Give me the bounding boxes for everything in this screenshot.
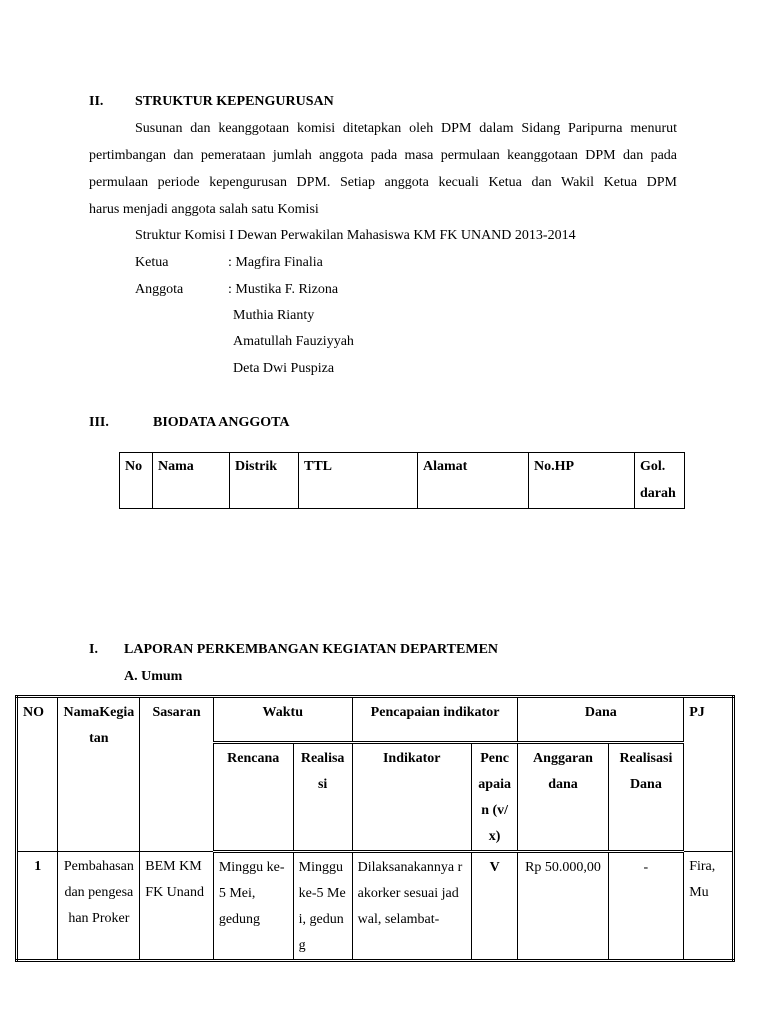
- structure-title: Struktur Komisi I Dewan Perwakilan Mahasiswa KM FK UNAND 2013-2014: [135, 228, 576, 243]
- anggota-label: Anggota: [135, 282, 184, 297]
- section1-subtitle: A. Umum: [124, 669, 183, 684]
- header-pencapaian: Pencapaian indikator: [352, 697, 518, 743]
- cell-indikator: Dilaksanakannya rakorker sesuai jadwal, selambat-: [352, 852, 471, 961]
- header-indikator: Indikator: [352, 743, 471, 852]
- section3-number: III.: [89, 415, 109, 430]
- anggota-member: Deta Dwi Puspiza: [233, 361, 335, 376]
- paragraph-line: Susunan dan keanggotaan komisi ditetapkan oleh DPM dalam Sidang Paripurna menurut: [135, 121, 677, 136]
- paragraph-line: permulaan periode kepengurusan DPM. Setiap anggota kecuali Ketua dan Wakil Ketua DPM: [89, 175, 677, 190]
- table-header-row: [17, 697, 734, 743]
- cell-pj: Fira, Mu: [684, 852, 734, 961]
- header-ttl: TTL: [299, 453, 418, 509]
- header-no: NO: [17, 697, 58, 852]
- header-alamat: Alamat: [418, 453, 529, 509]
- section2-number: II.: [89, 94, 104, 109]
- cell-realisasi: Minggu ke-5 Mei, gedung: [293, 852, 352, 961]
- section1-number: I.: [89, 642, 98, 657]
- header-dana: Dana: [518, 697, 684, 743]
- paragraph-line: harus menjadi anggota salah satu Komisi: [89, 202, 319, 217]
- header-rencana: Rencana: [213, 743, 293, 852]
- anggota-member: Muthia Rianty: [233, 308, 315, 323]
- section2-title: STRUKTUR KEPENGURUSAN: [135, 94, 334, 109]
- header-no: No: [120, 453, 153, 509]
- cell-realisasi-dana: -: [608, 852, 684, 961]
- section1-title: LAPORAN PERKEMBANGAN KEGIATAN DEPARTEMEN: [124, 642, 499, 657]
- section3-title: BIODATA ANGGOTA: [153, 415, 290, 430]
- header-nama-kegiatan: NamaKegiatan: [58, 697, 140, 852]
- header-realisasi-dana: Realisasi Dana: [608, 743, 684, 852]
- ketua-label: Ketua: [135, 255, 169, 270]
- paragraph-line: pertimbangan dan pemerataan jumlah anggota pada masa permulaan keanggotaan DPM dan pada: [89, 148, 677, 163]
- anggota-member: Amatullah Fauziyyah: [233, 334, 354, 349]
- ketua-value: : Magfira Finalia: [228, 255, 323, 270]
- laporan-table: [15, 695, 735, 962]
- biodata-table: [119, 452, 685, 509]
- cell-nama: Pembahasan dan pengesahan Proker: [58, 852, 140, 961]
- cell-no: 1: [17, 852, 58, 961]
- header-pencapaian-vx: Pencapaian (v/x): [471, 743, 518, 852]
- header-nohp: No.HP: [529, 453, 635, 509]
- cell-anggaran: Rp 50.000,00: [518, 852, 608, 961]
- header-nama: Nama: [153, 453, 230, 509]
- header-pj: PJ: [684, 697, 734, 852]
- cell-pencapaian: V: [471, 852, 518, 961]
- anggota-member: : Mustika F. Rizona: [228, 282, 339, 297]
- table-header-row: [120, 453, 685, 509]
- header-anggaran: Anggaran dana: [518, 743, 608, 852]
- header-waktu: Waktu: [213, 697, 352, 743]
- header-realisasi: Realisasi: [293, 743, 352, 852]
- cell-sasaran: BEM KM FK Unand: [140, 852, 214, 961]
- header-distrik: Distrik: [230, 453, 299, 509]
- table-row: [17, 852, 734, 961]
- header-sasaran: Sasaran: [140, 697, 214, 852]
- cell-rencana: Minggu ke-5 Mei, gedung: [213, 852, 293, 961]
- header-goldarah: Gol. darah: [635, 453, 685, 509]
- section2-paragraph: [89, 115, 677, 223]
